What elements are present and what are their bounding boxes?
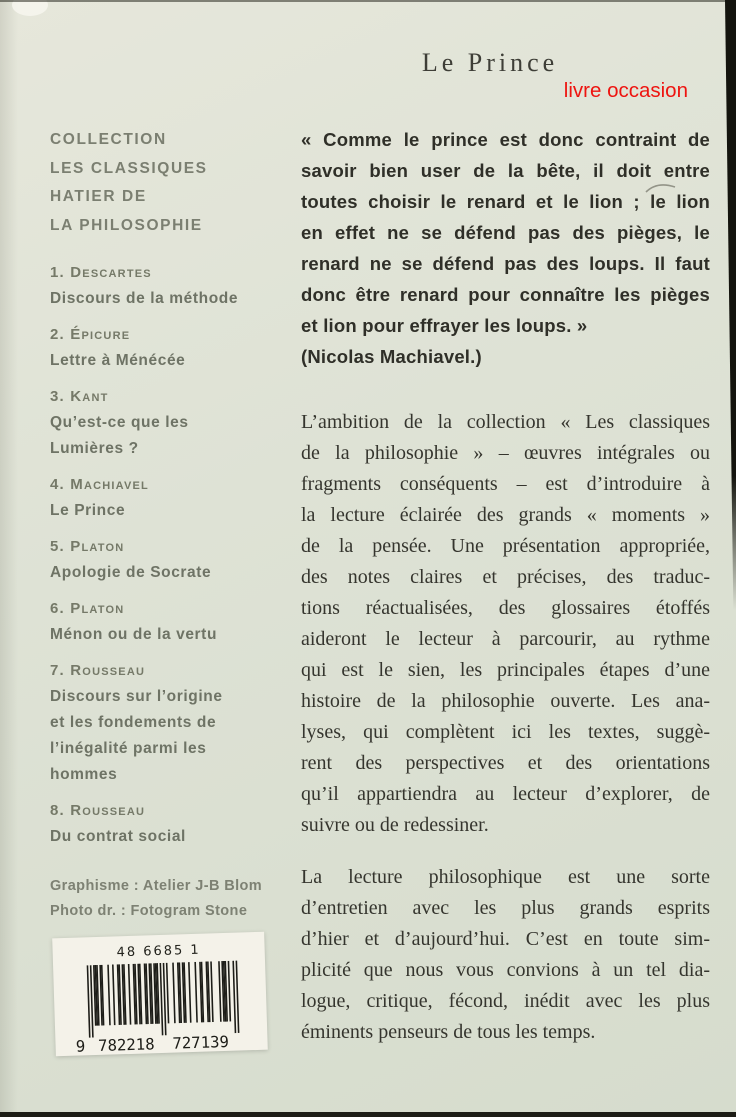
work-title: Ménon ou de la vertu <box>50 626 218 643</box>
work-item <box>50 322 268 374</box>
work-author: 4. Machiavel <box>50 476 149 493</box>
text-line: la lecture éclairée des grands « moments » <box>301 504 710 526</box>
work-item <box>50 384 268 462</box>
text-line: Graphisme : Atelier J-B Blom <box>50 878 263 894</box>
barcode-top-code: 48 6685 1 <box>116 942 201 961</box>
cover-left-shadow <box>0 0 18 1117</box>
work-title: Discours sur l’origine <box>50 688 223 705</box>
text-line: suivre ou de redessiner. <box>301 814 489 836</box>
work-item <box>50 658 268 788</box>
photo-top-edge <box>0 0 736 2</box>
text-line: LA PHILOSOPHIE <box>50 216 203 234</box>
work-author: 8. Rousseau <box>50 802 146 819</box>
text-line: renard ne se défend pas des loups. Il faut <box>301 253 710 274</box>
work-title: Lumières ? <box>50 440 139 457</box>
works-list <box>50 260 268 850</box>
philosophy-reading-paragraph <box>301 862 710 1048</box>
text-line: « Comme le prince est donc contraint de <box>301 129 710 150</box>
text-line: fragments conséquents – est d’introduire à <box>301 473 710 495</box>
text-line: toutes choisir le renard et le lion ; le lion <box>301 191 710 212</box>
work-title: Qu’est-ce que les <box>50 414 189 431</box>
barcode-digit-first: 9 <box>75 1036 86 1056</box>
text-line: COLLECTION <box>50 131 167 148</box>
work-author: 5. Platon <box>50 538 125 555</box>
text-line: lyses, qui complètent ici les textes, suggè- <box>301 721 710 743</box>
work-title: et les fondements de <box>50 714 217 731</box>
text-line: LES CLASSIQUES <box>50 159 208 177</box>
used-book-overlay-label: livre occasion <box>563 79 688 102</box>
text-line: des notes claires et précises, des traduc- <box>301 566 710 588</box>
work-author: 7. Rousseau <box>50 662 146 679</box>
collection-header <box>50 126 268 240</box>
work-author: 6. Platon <box>50 600 125 617</box>
text-line: éminents penseurs de tous les temps. <box>301 1021 596 1043</box>
book-title: Le Prince <box>421 48 559 77</box>
ean13-barcode <box>59 960 262 1056</box>
text-line: Photo dr. : Fotogram Stone <box>50 903 248 919</box>
barcode-digits-left: 782218 <box>97 1034 155 1056</box>
credits <box>50 874 268 924</box>
work-title: Lettre à Ménécée <box>50 352 186 369</box>
text-line: d’entretien avec les plus grands esprits <box>301 897 710 919</box>
work-title: Du contrat social <box>50 828 186 845</box>
work-item <box>50 472 268 524</box>
text-line: L’ambition de la collection « Les classiques <box>301 411 710 433</box>
barcode-sticker <box>52 932 268 1057</box>
barcode-digits-right: 727139 <box>172 1031 230 1053</box>
text-line: tions réactualisées, des glossaires étoffés <box>301 597 710 619</box>
photo-bottom-edge <box>0 1112 736 1117</box>
text-line: rent des perspectives et des orientations <box>301 752 710 774</box>
collection-sidebar <box>50 126 268 924</box>
work-author: 2. Épicure <box>50 326 131 343</box>
work-title: Le Prince <box>50 502 126 519</box>
quote-attribution: (Nicolas Machiavel.) <box>301 346 482 367</box>
work-title: Apologie de Socrate <box>50 564 212 581</box>
work-author: 1. Descartes <box>50 264 152 281</box>
work-title: hommes <box>50 766 118 783</box>
machiavel-quote <box>301 124 710 372</box>
text-line: de la philosophie » – œuvres intégrales ou <box>301 442 710 464</box>
work-item <box>50 798 268 850</box>
text-line: d’hier et d’aujourd’hui. C’est en toute sim- <box>301 928 710 950</box>
text-line: qu’il appartiendra au lecteur d’explorer, de <box>301 783 710 805</box>
text-line: La lecture philosophique est une sorte <box>301 866 710 888</box>
work-author: 3. Kant <box>50 388 109 405</box>
work-title: Discours de la méthode <box>50 290 239 307</box>
text-line: plicité que nous vous convions à un tel dia- <box>301 959 710 981</box>
work-item <box>50 260 268 312</box>
text-line: en effet ne se défend pas des pièges, le <box>301 222 710 243</box>
text-line: de la pensée. Une présentation appropriée, <box>301 535 710 557</box>
text-line: savoir bien user de la bête, il doit entre <box>301 160 710 181</box>
work-item <box>50 534 268 586</box>
collection-description-paragraph <box>301 407 710 841</box>
quote-lines <box>301 124 710 341</box>
work-title: l’inégalité parmi les <box>50 740 207 757</box>
text-line: qui est le sien, les principales étapes d’une <box>301 659 710 681</box>
photo-right-edge <box>725 0 736 610</box>
work-item <box>50 596 268 648</box>
text-line: aideront le lecteur à parcourir, au rythme <box>301 628 710 650</box>
text-line: et lion pour effrayer les loups. » <box>301 315 588 336</box>
text-line: logue, critique, fécond, inédit avec les plus <box>301 990 710 1012</box>
text-line: HATIER DE <box>50 188 147 205</box>
text-line: donc être renard pour connaître les pièges <box>301 284 710 305</box>
text-line: histoire de la philosophie ouverte. Les ana- <box>301 690 710 712</box>
